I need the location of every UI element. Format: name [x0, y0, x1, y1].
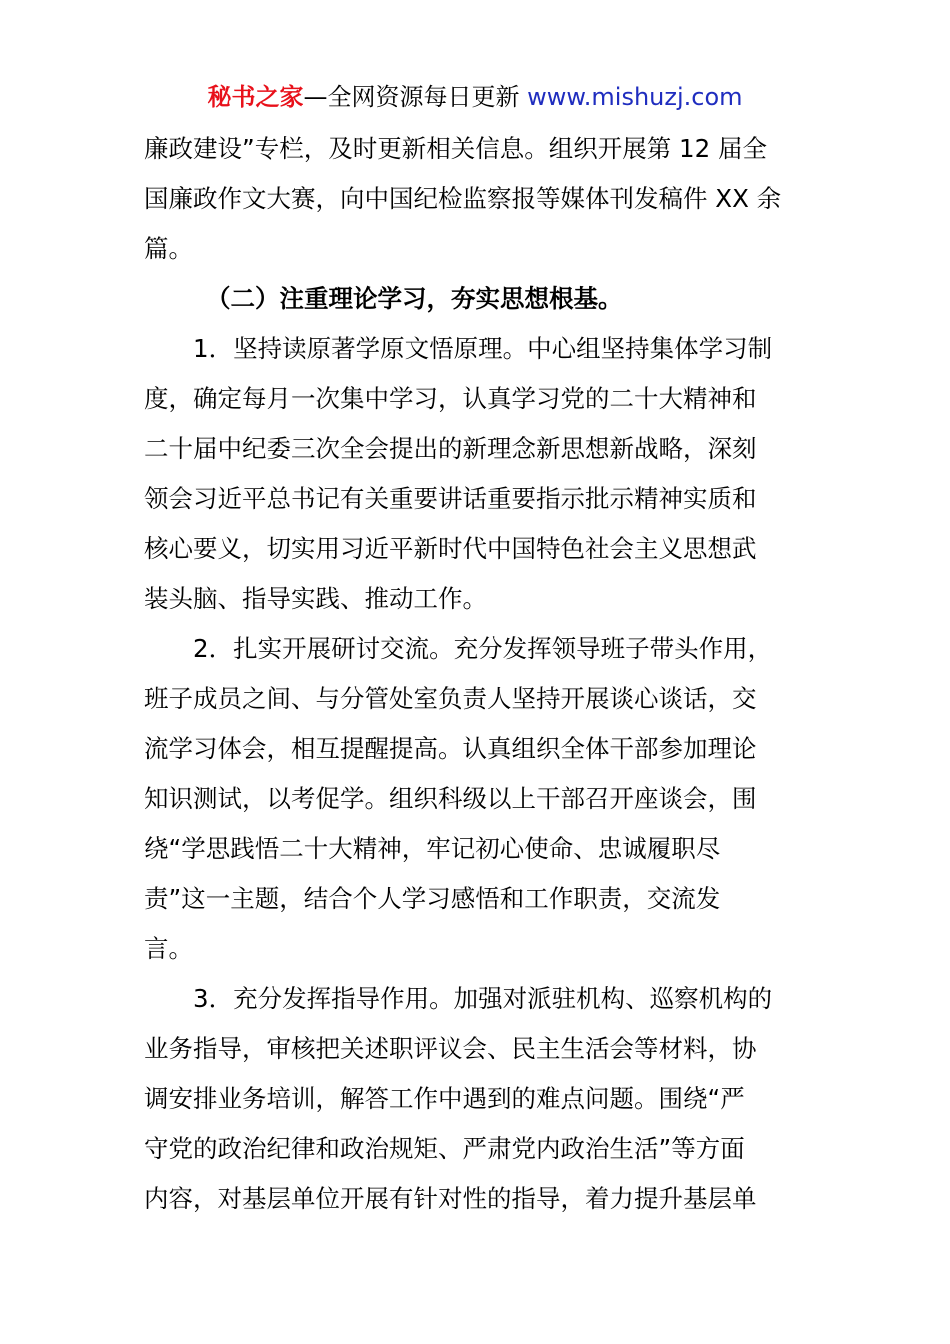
text-line: 知识测试，以考促学。组织科级以上干部召开座谈会，围	[144, 784, 757, 813]
text-line: 领会习近平总书记有关重要讲话重要指示批示精神实质和	[144, 484, 757, 513]
text-line: 2．扎实开展研讨交流。充分发挥领导班子带头作用，	[193, 634, 773, 663]
text-line: 篇。	[144, 234, 193, 263]
site-brand: 秘书之家	[207, 83, 304, 111]
text-line: 核心要义，切实用习近平新时代中国特色社会主义思想武	[144, 534, 757, 563]
text-line: 内容，对基层单位开展有针对性的指导，着力提升基层单	[144, 1184, 757, 1213]
site-header	[0, 80, 950, 114]
text-line: 言。	[144, 934, 193, 963]
text-line: 绕“学思践悟二十大精神，牢记初心使命、忠诚履职尽	[144, 834, 721, 863]
paragraph-1	[144, 124, 808, 274]
text-line: 度，确定每月一次集中学习，认真学习党的二十大精神和	[144, 384, 757, 413]
paragraph-4	[144, 974, 808, 1224]
site-url[interactable]: www.mishuzj.com	[527, 83, 743, 111]
section-heading	[144, 274, 808, 324]
text-line: 守党的政治纪律和政治规矩、严肃党内政治生活”等方面	[144, 1134, 745, 1163]
text-line: 二十届中纪委三次全会提出的新理念新思想新战略，深刻	[144, 434, 757, 463]
text-line: 班子成员之间、与分管处室负责人坚持开展谈心谈话，交	[144, 684, 757, 713]
paragraph-3	[144, 624, 808, 974]
text-line: 1．坚持读原著学原文悟原理。中心组坚持集体学习制	[193, 334, 773, 363]
text-line: 调安排业务培训，解答工作中遇到的难点问题。围绕“严	[144, 1084, 745, 1113]
text-line: 业务指导，审核把关述职评议会、民主生活会等材料，协	[144, 1034, 757, 1063]
text-line: 廉政建设”专栏，及时更新相关信息。组织开展第 12 届全	[144, 134, 767, 163]
text-line: 装头脑、指导实践、推动工作。	[144, 584, 487, 613]
text-line: 责”这一主题，结合个人学习感悟和工作职责，交流发	[144, 884, 721, 913]
site-tagline: —全网资源每日更新	[303, 83, 528, 111]
document-body	[144, 124, 808, 1224]
text-line: 流学习体会，相互提醒提高。认真组织全体干部参加理论	[144, 734, 757, 763]
paragraph-2	[144, 324, 808, 624]
section-heading-text: （二）注重理论学习，夯实思想根基。	[206, 284, 623, 313]
text-line: 3．充分发挥指导作用。加强对派驻机构、巡察机构的	[193, 984, 773, 1013]
text-line: 国廉政作文大赛，向中国纪检监察报等媒体刊发稿件 XX 余	[144, 184, 782, 213]
